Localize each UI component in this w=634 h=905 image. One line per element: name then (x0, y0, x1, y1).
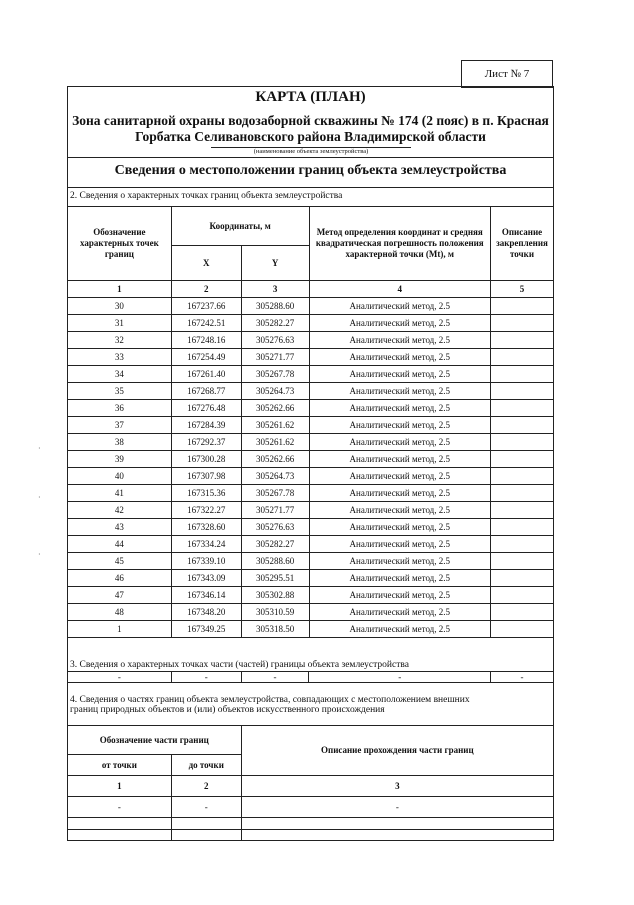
table-cell: Аналитический метод, 2.5 (309, 536, 491, 553)
table-cell (491, 315, 554, 332)
table-row (68, 366, 554, 383)
table-cell (491, 468, 554, 485)
table-cell: 48 (68, 604, 172, 621)
table-cell: 44 (68, 536, 172, 553)
table-cell: 46 (68, 570, 172, 587)
table-cell: Аналитический метод, 2.5 (309, 417, 491, 434)
header-y: Y (241, 246, 309, 281)
table-cell: Аналитический метод, 2.5 (309, 451, 491, 468)
points-table-body (68, 298, 554, 638)
table-cell (491, 485, 554, 502)
header-coords: Координаты, м (171, 207, 309, 246)
table-cell: Аналитический метод, 2.5 (309, 400, 491, 417)
table-cell: 167292.37 (171, 434, 241, 451)
table-cell: 305264.73 (241, 468, 309, 485)
table-cell: 305261.62 (241, 417, 309, 434)
section-4-heading-line-1: 4. Сведения о частях границ объекта землеустройства, совпадающих с местоположением внешних (70, 695, 470, 705)
table-cell: 167334.24 (171, 536, 241, 553)
table-cell: 39 (68, 451, 172, 468)
table-cell: - (68, 797, 172, 818)
table-cell: 305261.62 (241, 434, 309, 451)
table-cell (491, 366, 554, 383)
table-cell (491, 417, 554, 434)
table-cell: 47 (68, 587, 172, 604)
table-cell (491, 570, 554, 587)
table-row (68, 298, 554, 315)
table-cell: Аналитический метод, 2.5 (309, 366, 491, 383)
section-3-table (67, 671, 554, 683)
column-number-row (68, 281, 554, 298)
margin-mark: · (38, 444, 41, 453)
subtitle-line-1: Зона санитарной охраны водозаборной скважины № 174 (2 пояс) в п. Красная (72, 113, 549, 128)
table-cell: 305282.27 (241, 536, 309, 553)
table-row (68, 519, 554, 536)
table-cell (491, 434, 554, 451)
header-to: до точки (171, 755, 241, 776)
table-cell: 36 (68, 400, 172, 417)
table-cell: 167237.66 (171, 298, 241, 315)
table-cell: 167248.16 (171, 332, 241, 349)
table-cell: 167343.09 (171, 570, 241, 587)
table-cell (241, 818, 553, 841)
table-cell: 42 (68, 502, 172, 519)
table-cell (491, 553, 554, 570)
table-cell (491, 536, 554, 553)
table-cell: 40 (68, 468, 172, 485)
header-x: X (171, 246, 241, 281)
table-cell: Аналитический метод, 2.5 (309, 485, 491, 502)
table-cell: 167328.60 (171, 519, 241, 536)
table-cell: - (491, 672, 554, 683)
column-number-row (68, 776, 554, 797)
table-row (68, 604, 554, 621)
table-row (68, 672, 554, 683)
section-2-heading: 2. Сведения о характерных точках границ объекта землеустройства (70, 191, 343, 201)
table-cell: Аналитический метод, 2.5 (309, 383, 491, 400)
table-cell (491, 587, 554, 604)
table-cell: 305302.88 (241, 587, 309, 604)
table-cell: 305267.78 (241, 366, 309, 383)
table-row (68, 417, 554, 434)
table-row (68, 797, 554, 818)
table-cell: 167349.25 (171, 621, 241, 638)
section-title: Сведения о местоположении границ объекта землеустройства (114, 163, 507, 178)
table-cell: 167261.40 (171, 366, 241, 383)
table-cell: Аналитический метод, 2.5 (309, 349, 491, 366)
table-cell: - (68, 672, 172, 683)
table-cell: - (241, 672, 309, 683)
table-cell: Аналитический метод, 2.5 (309, 570, 491, 587)
table-row (68, 621, 554, 638)
column-number: 2 (171, 776, 241, 797)
sheet-number: Лист № 7 (461, 60, 553, 88)
table-cell: 32 (68, 332, 172, 349)
table-cell: 41 (68, 485, 172, 502)
section-4-heading-line-2: границ природных объектов и (или) объектов искусственного происхождения (70, 705, 385, 715)
table-cell: 167284.39 (171, 417, 241, 434)
margin-mark: · (38, 493, 41, 502)
table-cell: 31 (68, 315, 172, 332)
table-cell: Аналитический метод, 2.5 (309, 604, 491, 621)
table-cell: 305267.78 (241, 485, 309, 502)
table-row (68, 434, 554, 451)
table-cell: 167339.10 (171, 553, 241, 570)
table-row (68, 536, 554, 553)
table-cell: 167307.98 (171, 468, 241, 485)
table-cell: 167276.48 (171, 400, 241, 417)
table-cell (491, 298, 554, 315)
table-cell: 167346.14 (171, 587, 241, 604)
table-cell: 305264.73 (241, 383, 309, 400)
table-cell: 167268.77 (171, 383, 241, 400)
header-designation: Обозначение части границ (68, 726, 242, 755)
table-cell: 305288.60 (241, 553, 309, 570)
table-cell: 37 (68, 417, 172, 434)
table-cell: 305271.77 (241, 349, 309, 366)
document-subtitle (68, 113, 553, 145)
table-row (68, 570, 554, 587)
table-cell (491, 349, 554, 366)
table-cell: 305262.66 (241, 400, 309, 417)
table-cell: - (309, 672, 491, 683)
column-number: 2 (171, 281, 241, 298)
table-row (68, 451, 554, 468)
table-cell (491, 383, 554, 400)
table-cell: Аналитический метод, 2.5 (309, 315, 491, 332)
header-passage: Описание прохождения части границ (241, 726, 553, 776)
table-cell: 305276.63 (241, 519, 309, 536)
section-4-heading (70, 695, 470, 715)
table-cell: 34 (68, 366, 172, 383)
table-cell: 305271.77 (241, 502, 309, 519)
document-frame (67, 86, 554, 830)
table-cell: Аналитический метод, 2.5 (309, 434, 491, 451)
table-row (68, 315, 554, 332)
table-cell (171, 818, 241, 841)
table-row (68, 400, 554, 417)
table-cell: Аналитический метод, 2.5 (309, 621, 491, 638)
column-number: 3 (241, 281, 309, 298)
table-cell: 167348.20 (171, 604, 241, 621)
table-cell: Аналитический метод, 2.5 (309, 587, 491, 604)
table-cell: 167300.28 (171, 451, 241, 468)
table-cell: 305262.66 (241, 451, 309, 468)
table-row (68, 349, 554, 366)
document-title: КАРТА (ПЛАН) (255, 89, 366, 105)
divider (68, 187, 553, 188)
table-cell (491, 332, 554, 349)
subtitle-line-2: Горбатка Селивановского района Владимирской области (135, 129, 486, 144)
header-desc: Описание закрепления точки (491, 207, 554, 281)
table-cell: 305318.50 (241, 621, 309, 638)
table-cell: 305282.27 (241, 315, 309, 332)
header-point: Обозначение характерных точек границ (68, 207, 172, 281)
section-4-table (67, 725, 554, 841)
table-row (68, 502, 554, 519)
table-cell: Аналитический метод, 2.5 (309, 519, 491, 536)
table-row (68, 587, 554, 604)
header-from: от точки (68, 755, 172, 776)
table-cell: 167315.36 (171, 485, 241, 502)
table-cell: - (241, 797, 553, 818)
table-cell: 33 (68, 349, 172, 366)
table-cell: Аналитический метод, 2.5 (309, 468, 491, 485)
table-cell: Аналитический метод, 2.5 (309, 298, 491, 315)
table-cell: 167322.27 (171, 502, 241, 519)
table-row (68, 553, 554, 570)
table-cell: 305310.59 (241, 604, 309, 621)
table-cell: - (171, 797, 241, 818)
table-cell: - (171, 672, 241, 683)
points-table (67, 206, 554, 638)
table-cell (491, 451, 554, 468)
table-cell (68, 818, 172, 841)
table-cell: 45 (68, 553, 172, 570)
table-cell (491, 621, 554, 638)
table-cell: 305295.51 (241, 570, 309, 587)
table-cell: 167242.51 (171, 315, 241, 332)
table-row (68, 332, 554, 349)
table-cell (491, 519, 554, 536)
table-cell: 38 (68, 434, 172, 451)
table-cell: 30 (68, 298, 172, 315)
table-cell (491, 400, 554, 417)
table-cell: 35 (68, 383, 172, 400)
margin-mark: · (38, 550, 41, 559)
table-cell: 305288.60 (241, 298, 309, 315)
table-cell (491, 604, 554, 621)
column-number: 4 (309, 281, 491, 298)
table-row (68, 818, 554, 841)
column-number: 1 (68, 281, 172, 298)
header-method: Метод определения координат и средняя квадратическая погрешность положения характерной точки (Mt), м (309, 207, 491, 281)
table-cell: Аналитический метод, 2.5 (309, 332, 491, 349)
divider (68, 157, 553, 158)
table-cell: 167254.49 (171, 349, 241, 366)
table-cell (491, 502, 554, 519)
table-cell: Аналитический метод, 2.5 (309, 553, 491, 570)
table-cell: 1 (68, 621, 172, 638)
column-number: 5 (491, 281, 554, 298)
subtitle-caption: (наименование объекта землеустройства) (211, 147, 411, 155)
section-3-heading: 3. Сведения о характерных точках части (частей) границы объекта землеустройства (70, 660, 409, 670)
table-cell: 305276.63 (241, 332, 309, 349)
table-cell: Аналитический метод, 2.5 (309, 502, 491, 519)
table-cell: 43 (68, 519, 172, 536)
table-row (68, 383, 554, 400)
table-row (68, 485, 554, 502)
table-row (68, 468, 554, 485)
column-number: 1 (68, 776, 172, 797)
column-number: 3 (241, 776, 553, 797)
